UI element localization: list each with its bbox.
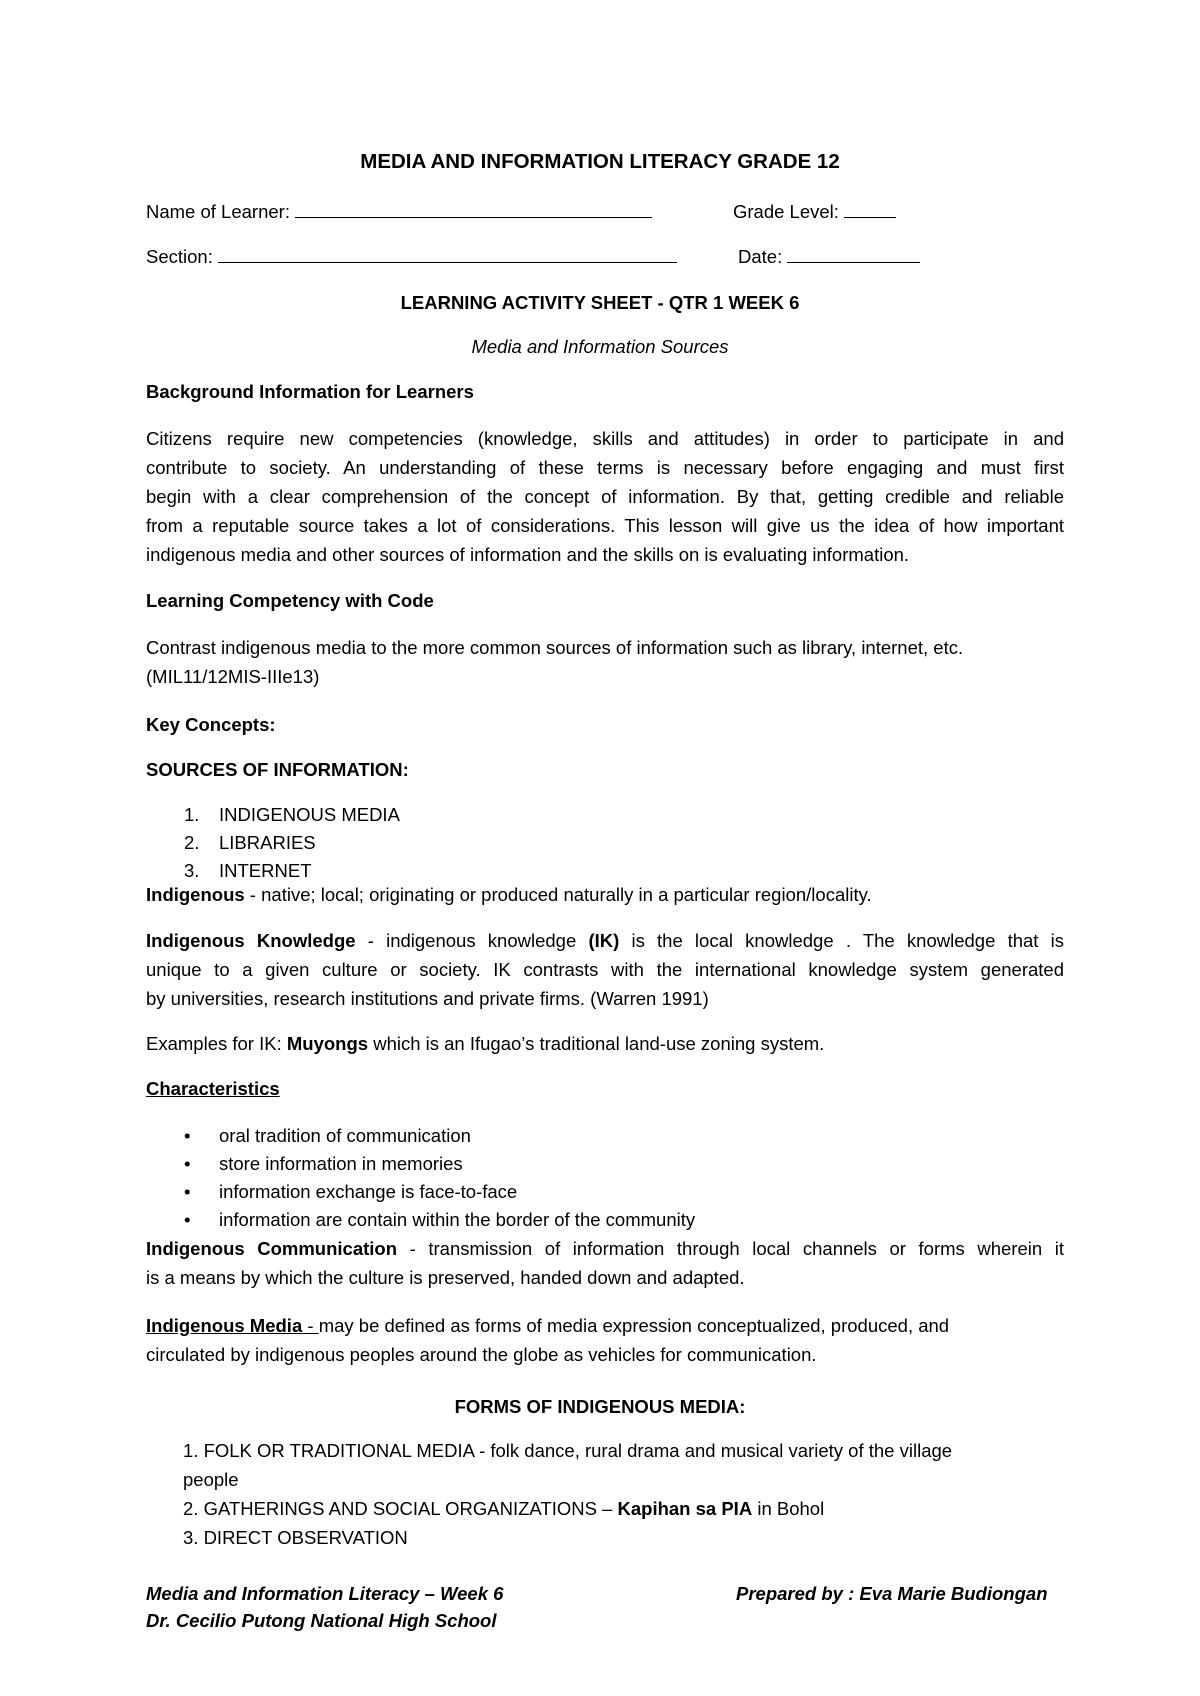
forms-term: Kapihan sa PIA bbox=[617, 1498, 753, 1519]
ik-line bbox=[146, 926, 1064, 955]
key-concepts-heading: Key Concepts: bbox=[146, 714, 276, 735]
background-paragraph bbox=[146, 424, 1064, 569]
background-line: indigenous media and other sources of information and the skills on is evaluating information. bbox=[146, 544, 910, 565]
background-line: from a reputable source takes a lot of considerations. This lesson will give us the idea of how important bbox=[146, 515, 1064, 536]
indigenous-media-paragraph bbox=[146, 1311, 1064, 1369]
characteristics-heading: Characteristics bbox=[146, 1078, 280, 1099]
ik-text: is the local knowledge . The knowledge that is bbox=[619, 930, 1064, 951]
footer-course: Media and Information Literacy – Week 6 bbox=[146, 1583, 504, 1604]
examples-text: which is an Ifugao’s traditional land-use zoning system. bbox=[368, 1033, 825, 1054]
list-item bbox=[146, 1206, 1064, 1234]
list-number: 1. bbox=[184, 804, 200, 825]
indigenous-text: - native; local; originating or produced naturally in a particular region/locality. bbox=[244, 884, 872, 905]
media-line: circulated by indigenous peoples around the globe as vehicles for communication. bbox=[146, 1344, 817, 1365]
media-text: may be defined as forms of media expression conceptualized, produced, and bbox=[318, 1315, 950, 1336]
indigenous-term: Indigenous bbox=[146, 884, 245, 905]
comm-text: - transmission of information through local channels or forms wherein it bbox=[397, 1238, 1064, 1259]
grade-label: Grade Level: bbox=[733, 201, 839, 222]
list-item bbox=[146, 1150, 1064, 1178]
sources-list bbox=[146, 801, 1064, 885]
forms-item: 1. FOLK OR TRADITIONAL MEDIA - folk dance, rural drama and musical variety of the village bbox=[183, 1440, 953, 1461]
competency-text: Contrast indigenous media to the more common sources of information such as library, internet, etc. bbox=[146, 637, 964, 658]
name-label: Name of Learner: bbox=[146, 201, 290, 222]
footer-author: Prepared by : Eva Marie Budiongan bbox=[736, 1583, 1048, 1604]
date-blank[interactable] bbox=[787, 244, 920, 263]
forms-heading: FORMS OF INDIGENOUS MEDIA: bbox=[454, 1396, 746, 1417]
ik-line: unique to a given culture or society. IK contrasts with the international knowledge system generated bbox=[146, 959, 1064, 980]
forms-item-continued: people bbox=[183, 1469, 239, 1490]
list-number: 2. bbox=[184, 832, 200, 853]
list-number: 3. bbox=[184, 860, 200, 881]
competency-code: (MIL11/12MIS-IIIe13) bbox=[146, 666, 320, 687]
examples-prefix: Examples for IK: bbox=[146, 1033, 287, 1054]
bullet-icon: • bbox=[184, 1181, 191, 1202]
ik-abbr: (IK) bbox=[588, 930, 620, 951]
ik-examples bbox=[146, 1033, 824, 1055]
list-text: store information in memories bbox=[219, 1153, 463, 1174]
list-text: LIBRARIES bbox=[219, 832, 316, 853]
background-line: contribute to society. An understanding of these terms is necessary before engaging and must first bbox=[146, 457, 1064, 478]
forms-text: 2. GATHERINGS AND SOCIAL ORGANIZATIONS – bbox=[183, 1498, 618, 1519]
background-line: Citizens require new competencies (knowledge, skills and attitudes) in order to participate in and bbox=[146, 428, 1064, 449]
date-label: Date: bbox=[738, 246, 783, 267]
sources-heading: SOURCES OF INFORMATION: bbox=[146, 759, 409, 780]
list-text: INDIGENOUS MEDIA bbox=[219, 804, 400, 825]
sheet-subtitle: Media and Information Sources bbox=[471, 336, 729, 357]
background-heading: Background Information for Learners bbox=[146, 381, 474, 402]
forms-item bbox=[183, 1494, 1063, 1523]
list-item bbox=[146, 1122, 1064, 1150]
media-term: Indigenous Media bbox=[146, 1315, 303, 1336]
list-item bbox=[146, 1178, 1064, 1206]
date-field bbox=[738, 244, 920, 268]
list-text: information exchange is face-to-face bbox=[219, 1181, 518, 1202]
bullet-icon: • bbox=[184, 1209, 191, 1230]
competency-heading: Learning Competency with Code bbox=[146, 590, 434, 611]
comm-line: is a means by which the culture is preserved, handed down and adapted. bbox=[146, 1267, 745, 1288]
list-text: information are contain within the border of the community bbox=[219, 1209, 696, 1230]
comm-line bbox=[146, 1234, 1064, 1263]
characteristics-list bbox=[146, 1122, 1064, 1234]
grade-blank[interactable] bbox=[844, 199, 896, 218]
page-title: MEDIA AND INFORMATION LITERACY GRADE 12 bbox=[360, 150, 840, 173]
indigenous-definition bbox=[146, 884, 872, 906]
media-dash: - bbox=[302, 1315, 319, 1336]
section-field bbox=[146, 244, 677, 268]
ik-line: by universities, research institutions and private firms. (Warren 1991) bbox=[146, 988, 709, 1009]
forms-list bbox=[183, 1436, 1063, 1552]
list-item bbox=[146, 857, 1064, 885]
list-item bbox=[146, 801, 1064, 829]
indigenous-communication-paragraph bbox=[146, 1234, 1064, 1292]
bullet-icon: • bbox=[184, 1153, 191, 1174]
media-line bbox=[146, 1311, 1064, 1340]
ik-term: Indigenous Knowledge bbox=[146, 930, 356, 951]
forms-item: 3. DIRECT OBSERVATION bbox=[183, 1527, 408, 1548]
section-blank[interactable] bbox=[218, 244, 677, 263]
examples-term: Muyongs bbox=[286, 1033, 369, 1054]
ik-paragraph bbox=[146, 926, 1064, 1013]
competency-paragraph bbox=[146, 633, 1064, 691]
name-blank[interactable] bbox=[295, 199, 652, 218]
grade-field bbox=[733, 199, 896, 223]
bullet-icon: • bbox=[184, 1125, 191, 1146]
list-item bbox=[146, 829, 1064, 857]
section-label: Section: bbox=[146, 246, 213, 267]
forms-text: in Bohol bbox=[752, 1498, 825, 1519]
list-text: INTERNET bbox=[219, 860, 312, 881]
name-field bbox=[146, 199, 652, 223]
ik-text: - indigenous knowledge bbox=[355, 930, 589, 951]
sheet-title: LEARNING ACTIVITY SHEET - QTR 1 WEEK 6 bbox=[400, 292, 800, 313]
list-text: oral tradition of communication bbox=[219, 1125, 471, 1146]
comm-term: Indigenous Communication bbox=[146, 1238, 398, 1259]
background-line: begin with a clear comprehension of the concept of information. By that, getting credible and reliable bbox=[146, 486, 1064, 507]
footer-school: Dr. Cecilio Putong National High School bbox=[146, 1610, 497, 1631]
